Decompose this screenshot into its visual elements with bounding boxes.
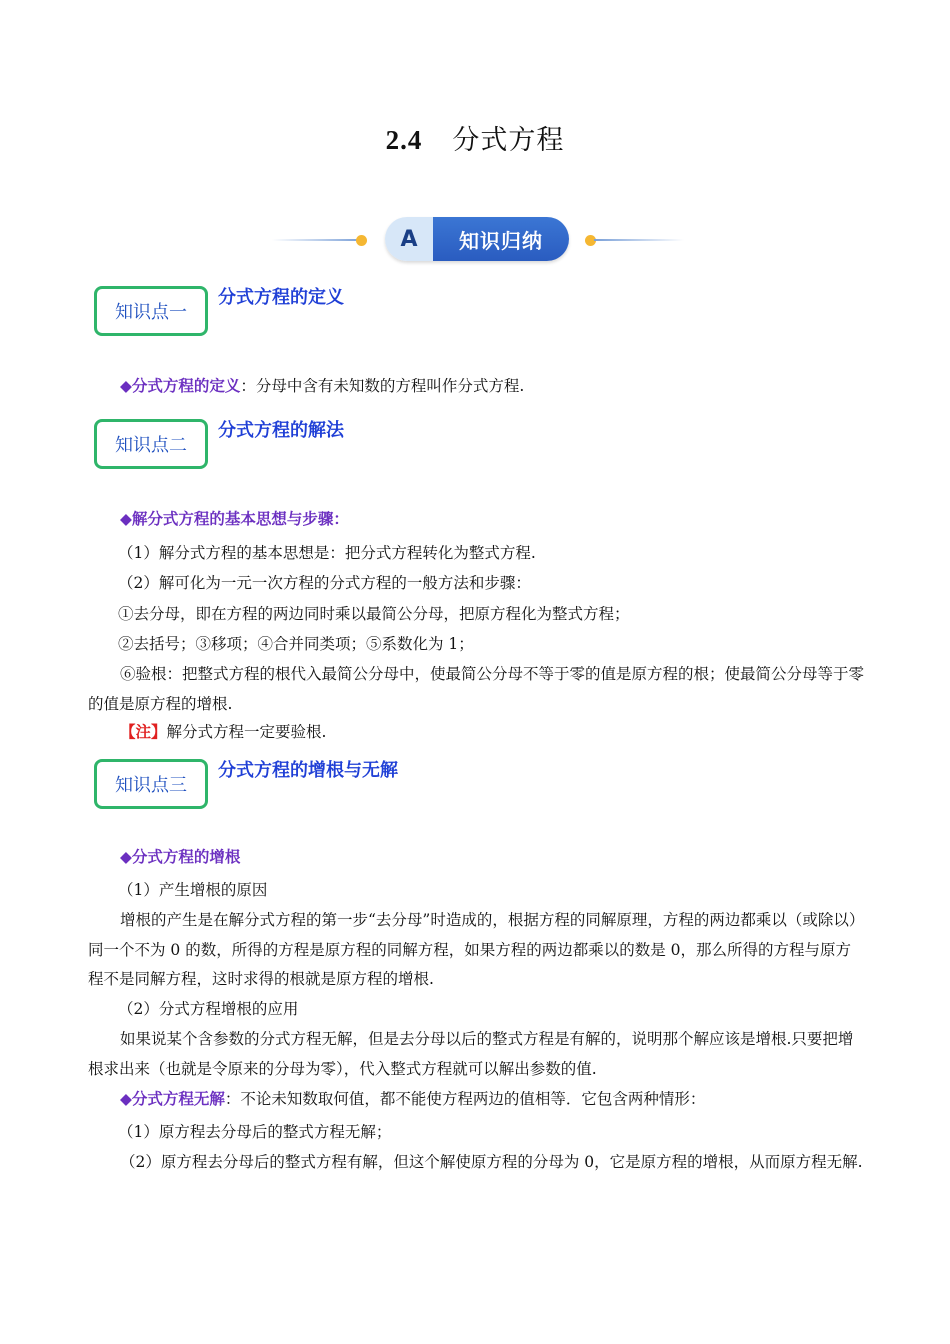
banner-line-left <box>272 239 362 241</box>
no-solution-p1: （1）原方程去分母后的整式方程无解； <box>118 1123 392 1141</box>
definition-label: ◆分式方程的定义 <box>120 377 241 395</box>
knowledge-point-box-2: 知识点二 <box>94 419 208 469</box>
steps-p5: ⑥验根：把整式方程的根代入最简公分母中，使最简公分母不等于零的值是原方程的根；使最简公分母等于零的值是原方程的增根. <box>88 665 865 713</box>
note-label: 【注】 <box>120 722 167 741</box>
steps-p4: ②去括号；③移项；④合并同类项；⑤系数化为 1； <box>118 635 474 653</box>
banner-line-right <box>594 239 684 241</box>
knowledge-point-heading-2: 分式方程的解法 <box>218 420 344 441</box>
no-solution-label: ◆分式方程无解 <box>120 1090 225 1108</box>
knowledge-point-heading-1: 分式方程的定义 <box>218 287 344 308</box>
banner-label: 知识归纳 <box>433 217 569 261</box>
banner-dot-left <box>356 235 367 246</box>
no-solution-text: ：不论未知数取何值，都不能使方程两边的值相等．它包含两种情形： <box>224 1090 706 1108</box>
steps-p1: （1）解分式方程的基本思想是：把分式方程转化为整式方程. <box>118 544 536 562</box>
extraneous-p2: 增根的产生是在解分式方程的第一步“去分母”时造成的，根据方程的同解原理，方程的两边都乘以（或除以）同一个不为 0 的数，所得的方程是原方程的同解方程，如果方程的两边都乘以的数是 0，那么所得的方程与原方程不是同解方程，这时求得的根就是原方程的增根. <box>88 911 857 988</box>
section-title: 分式方程 <box>452 125 565 156</box>
knowledge-banner <box>260 216 700 264</box>
banner-letter: A <box>385 217 433 261</box>
definition-text: ：分母中含有未知数的方程叫作分式方程. <box>240 377 525 395</box>
page-title <box>0 120 950 161</box>
knowledge-point-box-1: 知识点一 <box>94 286 208 336</box>
extraneous-root-heading <box>88 843 864 873</box>
definition-paragraph <box>88 372 864 402</box>
knowledge-point-box-3: 知识点三 <box>94 759 208 809</box>
knowledge-point-heading-3: 分式方程的增根与无解 <box>218 760 398 781</box>
extraneous-p3: （2）分式方程增根的应用 <box>118 1000 299 1018</box>
steps-p2: （2）解可化为一元一次方程的分式方程的一般方法和步骤： <box>118 574 531 592</box>
no-solution-p2: （2）原方程去分母后的整式方程有解，但这个解使原方程的分母为 0，它是原方程的增根，从而原方程无解. <box>120 1153 863 1171</box>
steps-note <box>88 717 864 748</box>
section-number: 2.4 <box>385 125 423 155</box>
note-text: 解分式方程一定要验根. <box>166 723 327 741</box>
banner-pill <box>385 217 569 261</box>
no-solution-paragraph <box>88 1085 864 1115</box>
steps-heading <box>88 505 864 535</box>
steps-p3: ①去分母，即在方程的两边同时乘以最简公分母，把原方程化为整式方程； <box>118 605 630 623</box>
steps-heading-text: ◆解分式方程的基本思想与步骤： <box>120 510 349 528</box>
extraneous-p1: （1）产生增根的原因 <box>118 881 268 899</box>
extraneous-root-heading-text: ◆分式方程的增根 <box>120 848 241 866</box>
extraneous-p4: 如果说某个含参数的分式方程无解，但是去分母以后的整式方程是有解的，说明那个解应该是增根.只要把增根求出来（也就是令原来的分母为零），代入整式方程就可以解出参数的值. <box>88 1030 854 1078</box>
